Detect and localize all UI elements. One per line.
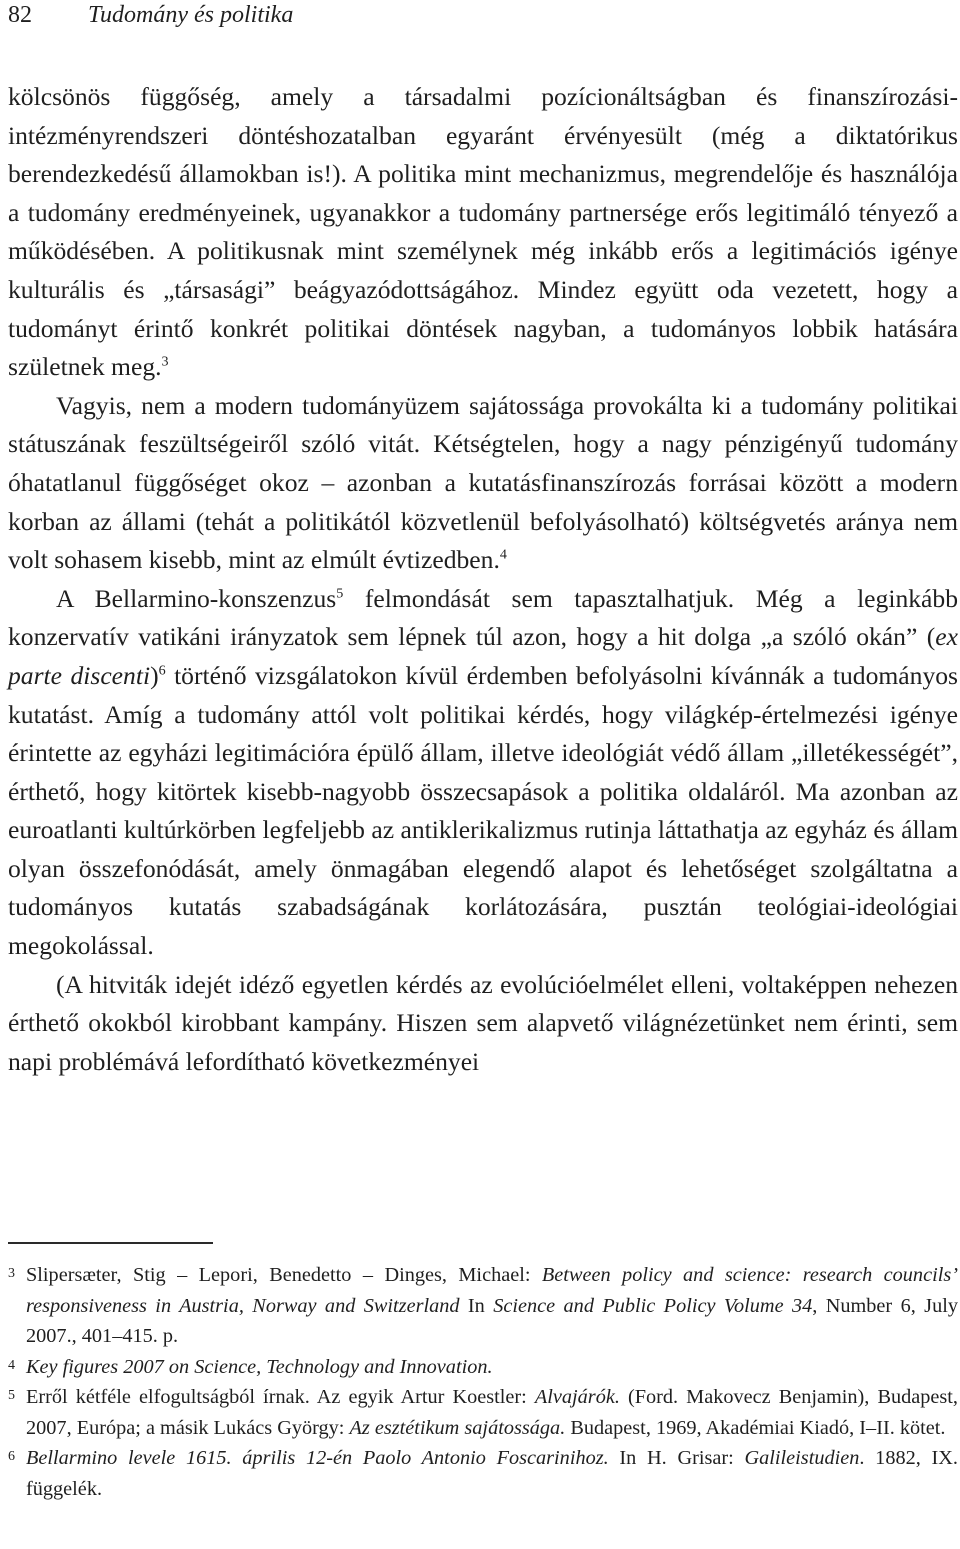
footnote-title: Az esztétikum sajátossága. bbox=[349, 1416, 566, 1439]
main-text bbox=[8, 78, 958, 1081]
footnote-number: 4 bbox=[8, 1357, 15, 1373]
page-number: 82 bbox=[8, 2, 32, 28]
footnote-ref-5[interactable]: 5 bbox=[336, 585, 344, 602]
paragraph-2 bbox=[8, 387, 958, 580]
footnote-text: Erről kétféle elfogultságból írnak. Az egyik Artur Koestler: bbox=[26, 1386, 535, 1408]
footnote-title: Alvajárók. bbox=[534, 1386, 620, 1408]
footnote-text: (Ford. Makovecz Benjamin), Budapest, 2007, Európa; a másik Lukács György: bbox=[26, 1386, 958, 1439]
footnotes bbox=[8, 1260, 958, 1504]
footnote-text: . 1882, IX. függelék. bbox=[26, 1447, 958, 1500]
footnote-4 bbox=[8, 1352, 958, 1383]
paragraph-text: (A hitviták idejét idéző egyetlen kérdés az evolúcióelmélet elleni, voltaképpen nehezen érthető okokból kirobbant kampány. Hiszen sem alapvető világnézetünket nem érinti, sem napi problémává lefordítható következményei bbox=[8, 969, 958, 1076]
footnote-6 bbox=[8, 1443, 958, 1504]
paragraph-text: A Bellarmino-konszenzus bbox=[56, 583, 337, 613]
footnote-title: Galileistudien bbox=[744, 1447, 860, 1469]
paragraph-text: kölcsönös függőség, amely a társadalmi pozícionáltságban és finanszírozási-intézményrendszeri döntéshozatalban egyaránt érvényesült (még a diktatórikus berendezkedésű államokban is!). A politika mint mechanizmus, megrendelője és használója a tudomány eredményeinek, ugyanakkor a tudomány partnersége erős legitimáló tényező a működésében. A politikusnak mint személynek még inkább erős a legitimációs igénye kulturális és „társasági” beágyazódottságához. Mindez együtt oda vezetett, hogy a tudományt érintő konkrét politikai döntések nagyban, a tudományos lobbik hatására születnek meg. bbox=[8, 82, 958, 382]
running-header bbox=[8, 2, 293, 29]
footnote-ref-4[interactable]: 4 bbox=[499, 546, 507, 563]
footnote-5 bbox=[8, 1382, 958, 1443]
footnote-separator bbox=[8, 1242, 213, 1244]
footnote-number: 5 bbox=[8, 1388, 15, 1403]
footnote-journal: Science and Public Policy Volume 34 bbox=[493, 1294, 813, 1317]
footnote-number: 6 bbox=[8, 1449, 15, 1464]
paragraph-3 bbox=[8, 580, 958, 966]
footnote-number: 3 bbox=[8, 1266, 15, 1281]
paragraph-text: felmondását sem tapasztalhatjuk. Még a leginkább konzervatív vatikáni irányzatok sem lépnek túl azon, hogy a hit dolga „a szóló okán” ( bbox=[8, 583, 958, 652]
footnote-title: Between policy and science: research councils’ responsiveness in Austria, Norway and Switzerland bbox=[26, 1264, 958, 1317]
latin-phrase: ex parte discenti bbox=[8, 622, 958, 690]
footnote-ref-6[interactable]: 6 bbox=[158, 662, 166, 679]
footnote-text: , Number 6, July 2007., 401–415. p. bbox=[26, 1294, 958, 1347]
paragraph-text: ) bbox=[150, 660, 159, 690]
footnote-text: Slipersæter, Stig – Lepori, Benedetto – Dinges, Michael: bbox=[26, 1264, 542, 1286]
paragraph-1 bbox=[8, 78, 958, 387]
footnote-ref-3[interactable]: 3 bbox=[161, 353, 169, 370]
paragraph-4 bbox=[8, 966, 958, 1082]
footnote-text: In bbox=[459, 1294, 494, 1317]
footnote-3 bbox=[8, 1260, 958, 1352]
running-title: Tudomány és politika bbox=[88, 2, 294, 28]
paragraph-text: Vagyis, nem a modern tudományüzem sajátossága provokálta ki a tudomány politikai státuszának feszültségeiről szóló vitát. Kétségtelen, hogy a nagy pénzigényű tudomány óhatatlanul függőséget okoz – azonban a kutatásfinanszírozás forrásai között a modern korban az állami (tehát a politikától közvetlenül befolyásolható) költségvetés aránya nem volt sohasem kisebb, mint az elmúlt évtizedben. bbox=[8, 390, 958, 575]
footnote-title: Key figures 2007 on Science, Technology and Innovation. bbox=[26, 1355, 493, 1378]
paragraph-text: történő vizsgálatokon kívül érdemben befolyásolni kívánnák a tudományos kutatást. Amíg a tudomány attól volt politikai kérdés, hogy világkép-értelmezési igénye érintette az egyházi legitimációra épülő állam, illetve ideológiát védő állam „illetékességét”, érthető, hogy kitörtek kisebb-nagyobb összecsapások a politika oldaláról. Ma azonban az euroatlanti kultúrkörben legfeljebb az antiklerikalizmus rutinja láttathatja az egyház és állam olyan összefonódását, amely önmagában elegendő alapot és lehetőséget szolgáltatna a tudományos kutatás szabadságának korlátozására, pusztán teológiai-ideológiai megokolással. bbox=[8, 660, 958, 961]
footnote-title: Bellarmino levele 1615. április 12-én Paolo Antonio Foscarinihoz. bbox=[26, 1447, 609, 1469]
footnote-text: Budapest, 1969, Akadémiai Kiadó, I–II. kötet. bbox=[565, 1416, 946, 1439]
footnote-text: In H. Grisar: bbox=[608, 1447, 745, 1469]
